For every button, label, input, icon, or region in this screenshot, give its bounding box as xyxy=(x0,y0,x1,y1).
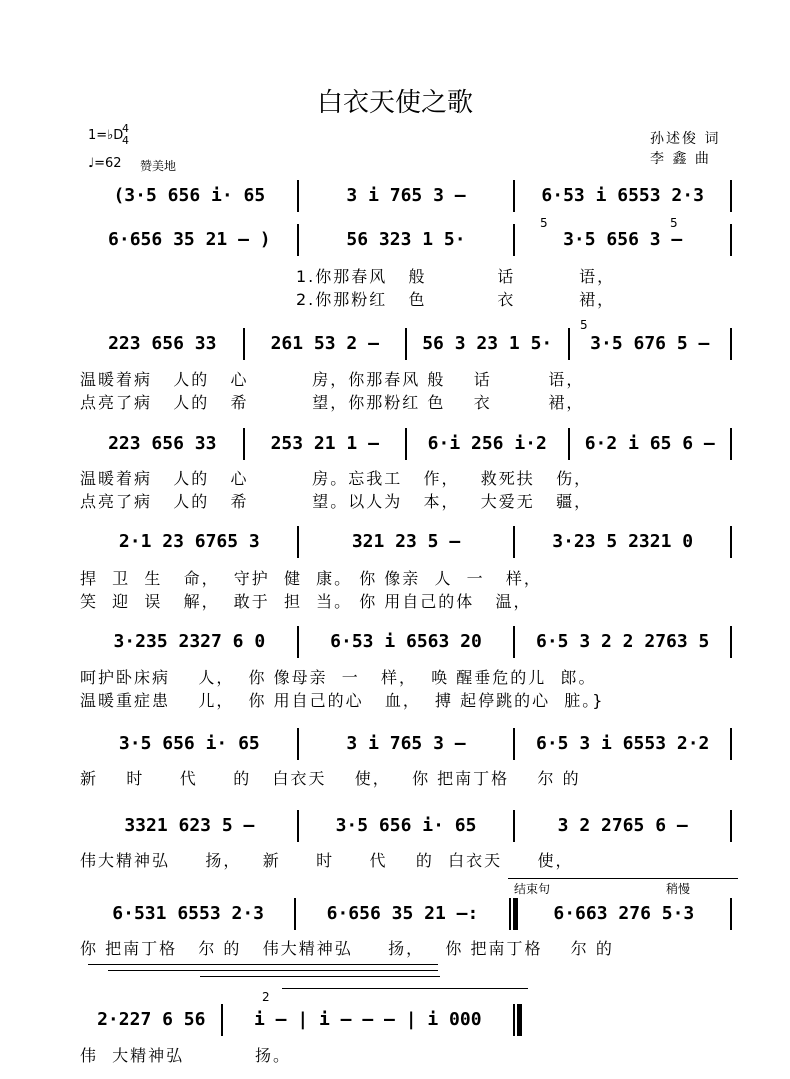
barline xyxy=(513,810,515,842)
repeat-barline xyxy=(509,898,511,930)
rule-line xyxy=(88,964,438,965)
measure-group: i – | i – – – | i 000 xyxy=(253,1009,482,1030)
measure-group: 6·656 35 21 –: xyxy=(326,903,479,924)
barline xyxy=(297,180,299,212)
barline xyxy=(730,180,732,212)
lyric-verse-1: 捍 卫 生 命， 守护 健 康。 你 像亲 人 一 样， xyxy=(80,569,542,588)
ending-label: 结束句 xyxy=(514,882,551,896)
expression-marking: 赞美地 xyxy=(140,159,177,173)
grace-note: 2 xyxy=(262,990,270,1004)
barline xyxy=(513,626,515,658)
notation-line-7 xyxy=(88,728,738,754)
measure-group: 56 3 23 1 5· xyxy=(422,333,553,354)
barline xyxy=(297,626,299,658)
barline xyxy=(730,224,732,256)
grace-note: 5 xyxy=(580,318,588,332)
tempo-marking: ♩=62 xyxy=(88,156,122,171)
final-barline xyxy=(513,1004,515,1036)
measure-group: 3·23 5 2321 0 xyxy=(552,531,694,552)
composer-credit: 李 鑫 曲 xyxy=(650,151,711,167)
barline xyxy=(730,810,732,842)
measure-group: 261 53 2 – xyxy=(270,333,379,354)
barline xyxy=(568,328,570,360)
final-barline-thick xyxy=(517,1004,522,1036)
measure-group: 6·5 3 i 6553 2·2 xyxy=(535,733,710,754)
barline xyxy=(513,180,515,212)
lyricist-credit: 孙述俊 词 xyxy=(650,131,721,147)
notation-line-9 xyxy=(88,898,738,924)
measure-group: 3321 623 5 – xyxy=(124,815,255,836)
lyric-verse-1: 温暖着病 人的 心 房，你那春风 般 话 语， xyxy=(80,370,585,389)
measure-group: 3·5 656 3 – xyxy=(563,229,683,250)
measure-group: 321 23 5 – xyxy=(351,531,461,552)
measure-group: 6·531 6553 2·3 xyxy=(112,903,265,924)
barline xyxy=(405,328,407,360)
time-signature-top: 4 xyxy=(122,122,129,135)
barline xyxy=(297,526,299,558)
time-signature-bottom: 4 xyxy=(122,134,129,147)
notation-line-3 xyxy=(88,328,738,354)
lyric-verse-2: 点亮了病 人的 希 望，你那粉红 色 衣 裙， xyxy=(80,393,585,412)
lyric-line: 伟大精神弘 扬， 新 时 代 的 白衣天 使， xyxy=(80,851,574,870)
measure-group: 2·1 23 6765 3 xyxy=(118,531,260,552)
lyric-verse-2: 笑 迎 误 解， 敢于 担 当。 你 用自己的体 温， xyxy=(80,592,532,611)
measure-group: 223 656 33 xyxy=(108,433,217,454)
key-signature: 1=♭D 4 4 xyxy=(88,122,129,147)
grace-note: 5 xyxy=(670,216,678,230)
lyric-line: 新 时 代 的 白衣天 使， 你 把南丁格 尔 的 xyxy=(80,769,581,788)
barline xyxy=(221,1004,223,1036)
lyric-line: 伟 大精神弘 扬。 xyxy=(80,1046,292,1065)
notation-line-1 xyxy=(88,180,738,206)
repeat-barline-thick xyxy=(513,898,518,930)
lyric-verse-2: 点亮了病 人的 希 望。以人为 本， 大爱无 疆， xyxy=(80,492,593,511)
barline xyxy=(513,526,515,558)
barline xyxy=(297,810,299,842)
measure-group: 2·227 6 56 xyxy=(97,1009,206,1030)
measure-group: 3·5 656 i· 65 xyxy=(335,815,477,836)
barline xyxy=(730,526,732,558)
notation-line-4 xyxy=(88,428,738,454)
song-title: 白衣天使之歌 xyxy=(316,88,473,118)
lyric-verse-2: 温暖重症患 儿， 你 用自己的心 血， 搏 起停跳的心 脏。} xyxy=(80,691,605,710)
rule-line xyxy=(200,976,440,977)
measure-group: 3 2 2765 6 – xyxy=(557,815,688,836)
lyric-verse-2: 2.你那粉红 色 衣 裙， xyxy=(296,290,616,309)
measure-group: 253 21 1 – xyxy=(270,433,379,454)
barline xyxy=(297,224,299,256)
ending-bracket xyxy=(508,878,738,879)
barline xyxy=(243,428,245,460)
measure-group: 6·53 i 6553 2·3 xyxy=(541,185,704,206)
measure-group: 6·663 276 5·3 xyxy=(553,903,695,924)
notation-line-2 xyxy=(88,224,738,250)
barline xyxy=(297,728,299,760)
measure-group: 6·i 256 i·2 xyxy=(427,433,547,454)
lyric-verse-1: 温暖着病 人的 心 房。忘我工 作， 救死扶 伤， xyxy=(80,469,593,488)
barline xyxy=(730,728,732,760)
notation-line-10 xyxy=(88,1004,528,1030)
lyric-line: 你 把南丁格 尔 的 伟大精神弘 扬， 你 把南丁格 尔 的 xyxy=(80,939,614,958)
notation-line-6 xyxy=(88,626,738,652)
barline xyxy=(730,428,732,460)
tempo-change-label: 稍慢 xyxy=(666,882,691,896)
measure-group: (3·5 656 i· 65 xyxy=(113,185,266,206)
barline xyxy=(513,224,515,256)
measure-group: 6·656 35 21 – ) xyxy=(108,229,271,250)
measure-group: 6·2 i 65 6 – xyxy=(584,433,715,454)
notation-line-5 xyxy=(88,526,738,552)
rule-line xyxy=(108,970,438,971)
barline xyxy=(243,328,245,360)
measure-group: 3 i 765 3 – xyxy=(346,185,466,206)
barline xyxy=(730,328,732,360)
measure-group: 56 323 1 5· xyxy=(346,229,466,250)
final-bracket xyxy=(282,988,528,989)
notation-line-8 xyxy=(88,810,738,836)
barline xyxy=(513,728,515,760)
measure-group: 3·5 676 5 – xyxy=(590,333,710,354)
measure-group: 3·5 656 i· 65 xyxy=(118,733,260,754)
lyric-verse-1: 1.你那春风 般 话 语， xyxy=(296,267,616,286)
measure-group: 6·53 i 6563 20 xyxy=(330,631,482,652)
lyric-verse-1: 呵护卧床病 人， 你 像母亲 一 样， 唤 醒垂危的儿 郎。 xyxy=(80,668,597,687)
barline xyxy=(294,898,296,930)
barline xyxy=(730,898,732,930)
measure-group: 3·235 2327 6 0 xyxy=(113,631,266,652)
barline xyxy=(730,626,732,658)
grace-note: 5 xyxy=(540,216,548,230)
measure-group: 223 656 33 xyxy=(108,333,217,354)
measure-group: 6·5 3 2 2 2763 5 xyxy=(535,631,710,652)
barline xyxy=(405,428,407,460)
barline xyxy=(568,428,570,460)
measure-group: 3 i 765 3 – xyxy=(346,733,466,754)
